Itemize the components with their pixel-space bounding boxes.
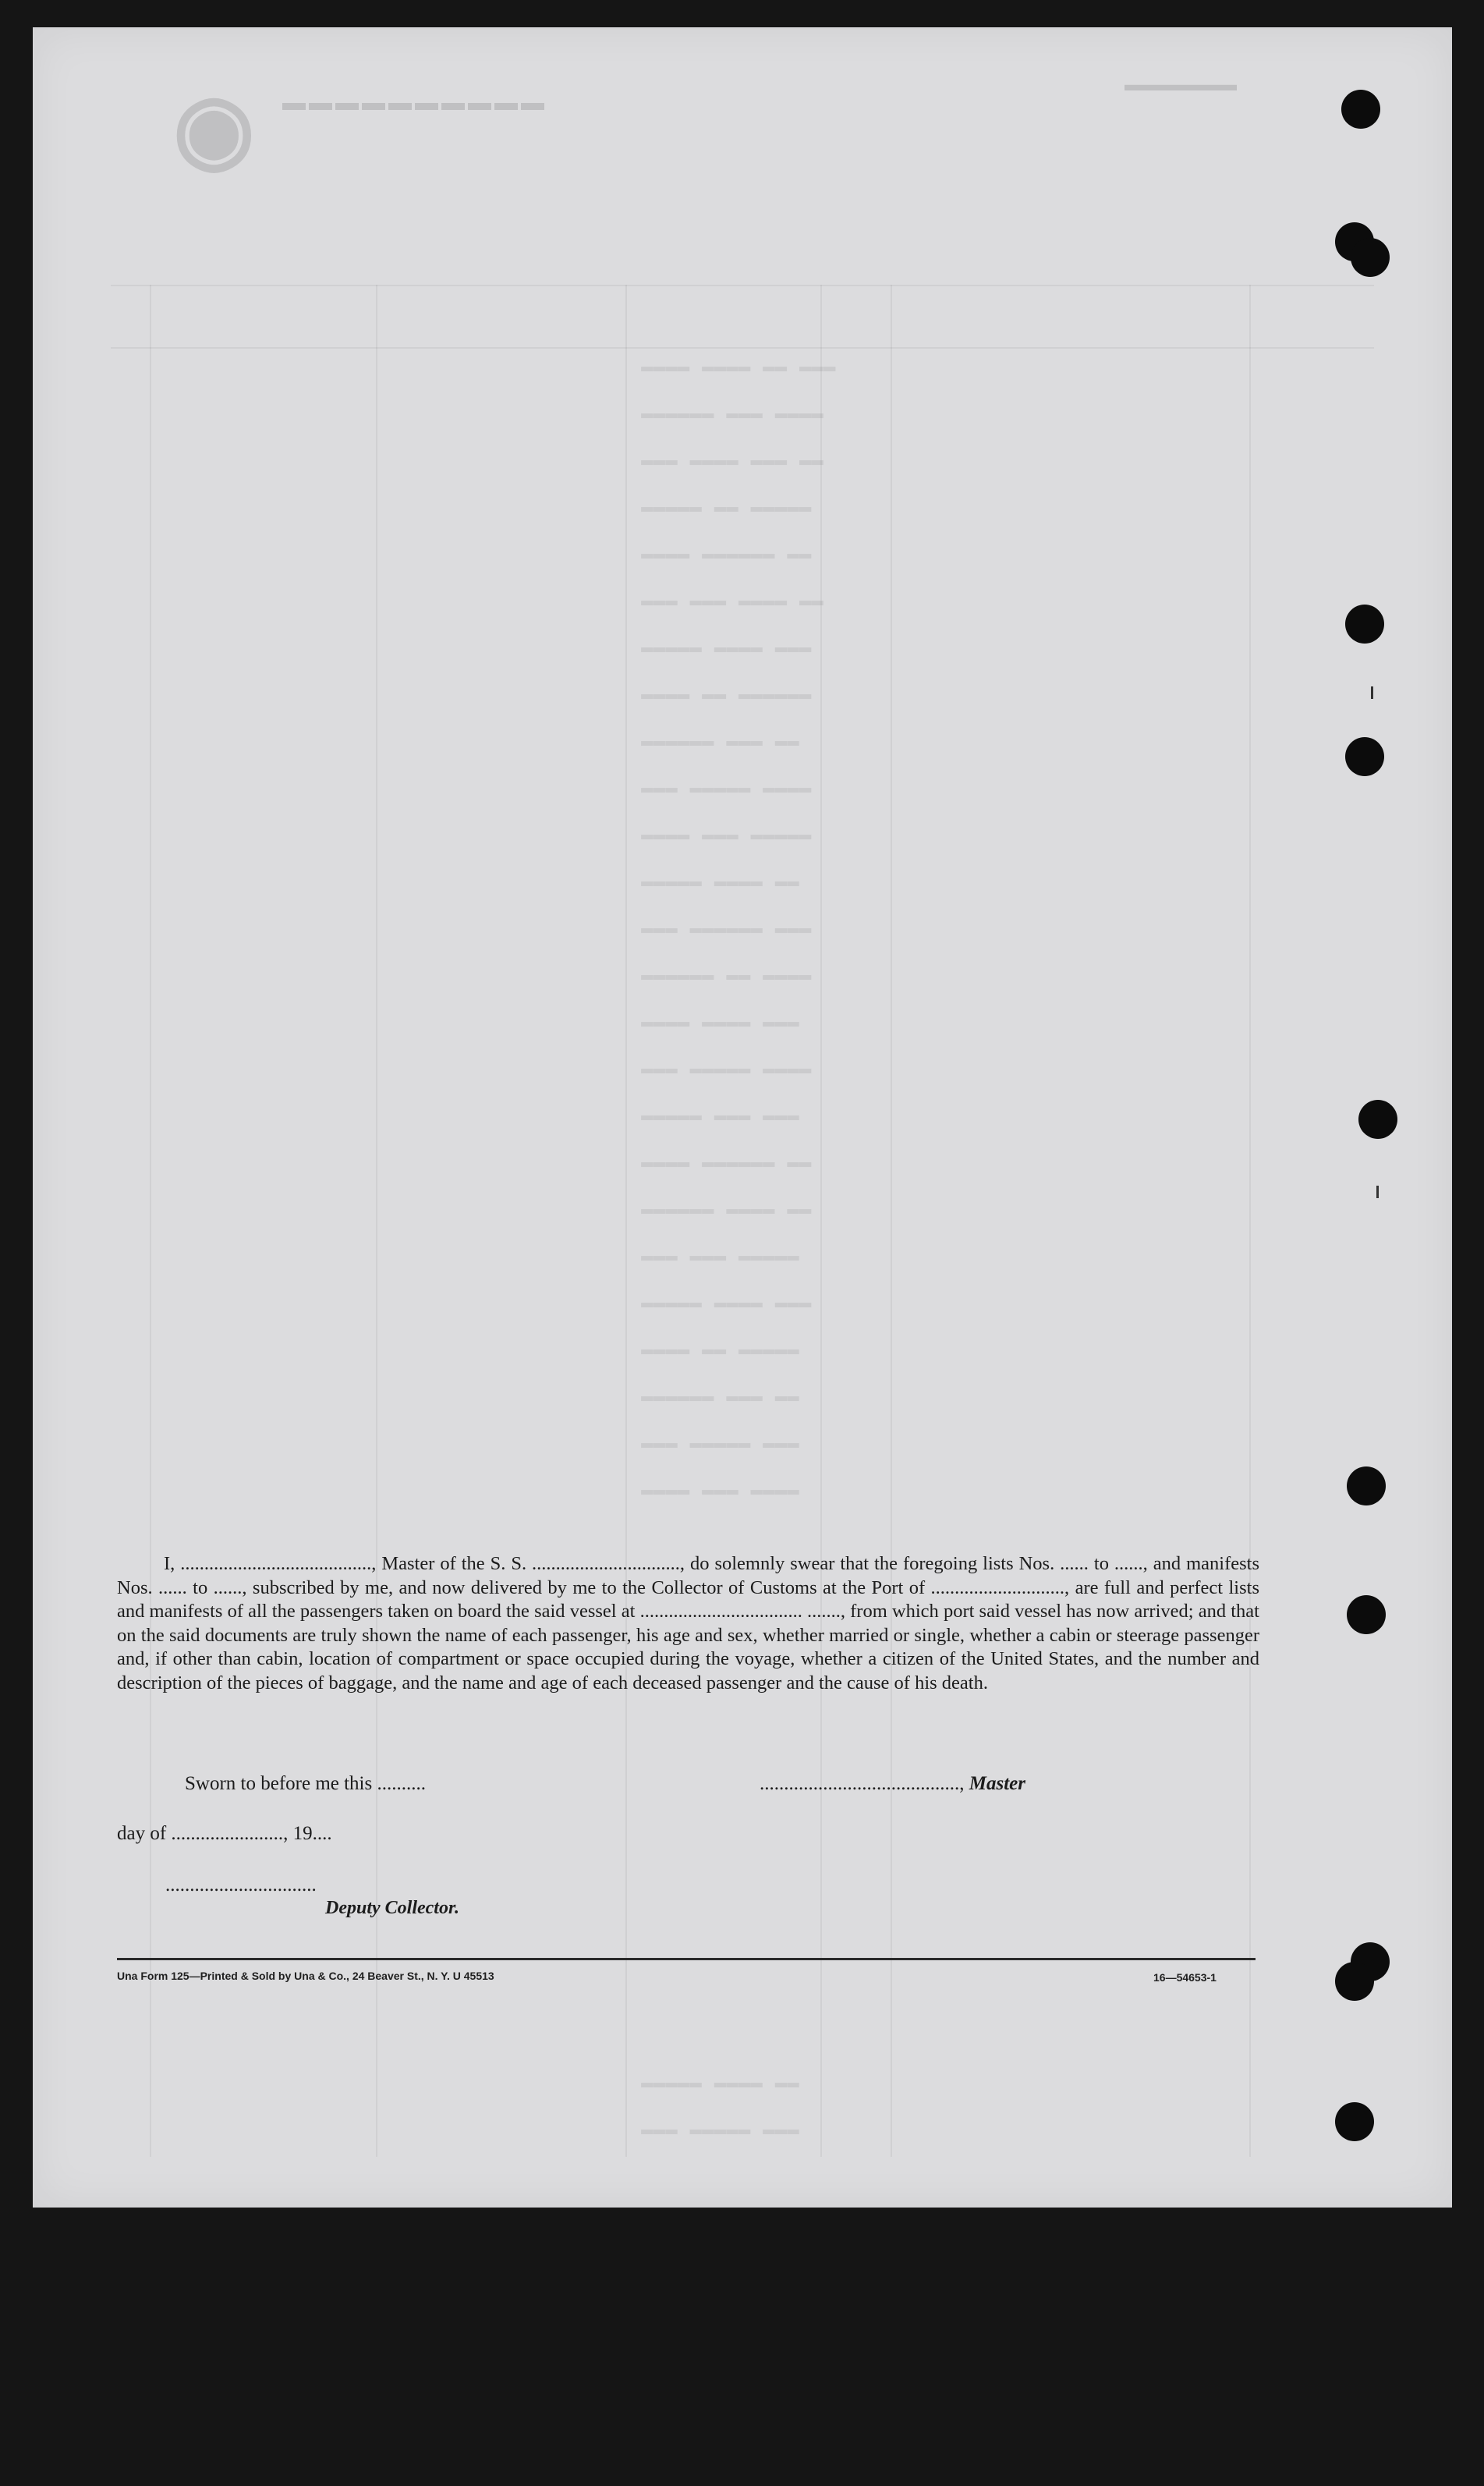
margin-tick — [1376, 1186, 1379, 1198]
oath-paragraph — [117, 1552, 1259, 1696]
binding-hole — [1358, 1100, 1397, 1139]
binding-hole — [1335, 2102, 1374, 2141]
margin-tick — [1371, 686, 1373, 699]
master-signature-line — [760, 1773, 1025, 1795]
binding-hole — [1341, 90, 1380, 129]
document-page: ▬▬▬▬ ▬▬▬▬ ▬▬ ▬▬▬ ▬▬▬▬▬▬ ▬▬▬ ▬▬▬▬ ▬▬▬ ▬▬▬▬ ▬▬▬ ▬▬ ▬▬▬▬▬ ▬▬ ▬▬▬▬▬ ▬▬▬▬ ▬▬▬▬▬▬ ▬▬ ▬▬▬ ▬▬▬ ▬▬▬▬ ▬▬ ▬▬▬▬▬ ▬▬▬▬ ▬▬▬ ▬▬▬▬ ▬▬ ▬▬▬▬▬▬ ▬▬▬▬▬▬ ▬▬▬ ▬▬ ▬▬▬ ▬▬▬▬▬ ▬▬▬▬ ▬▬▬▬ ▬▬▬ ▬▬▬▬▬ ▬▬▬▬▬ ▬▬▬▬ ▬▬ ▬▬▬ ▬▬▬▬▬▬ ▬▬▬ ▬▬▬▬▬▬ ▬▬ ▬▬▬▬ ▬▬▬▬ ▬▬▬▬ ▬▬▬ ▬▬▬ ▬▬▬▬▬ ▬▬▬▬ ▬▬▬▬▬ ▬▬▬ ▬▬▬ ▬▬▬▬ ▬▬▬▬▬▬ ▬▬ ▬▬▬▬▬▬ ▬▬▬▬ ▬▬ ▬▬▬ ▬▬▬ ▬▬▬▬▬ ▬▬▬▬▬ ▬▬▬▬ ▬▬▬ ▬▬▬▬ ▬▬ ▬▬▬▬▬ ▬▬▬▬▬▬ ▬▬▬ ▬▬ ▬▬▬ ▬▬▬▬▬ ▬▬▬ ▬▬▬▬ ▬▬▬ ▬▬▬▬ ▬▬▬▬▬ ▬▬▬▬ ▬▬ ▬▬▬ ▬▬▬▬▬ ▬▬▬ ◉ ▬▬▬▬▬▬▬▬▬▬ ▬▬▬▬▬▬ I, ........................................, Master of the S. S. ..............................., do solemnly swear that the foregoing lists Nos. ...... to ......, and manifests Nos. ...... to ......, subscribed by me, and now delivered by me to the Collector of Customs at the Port of ............................, are full and perfect lists and manifests of all the passengers taken on board the said vessel at .................................. ......., from which port said vessel has now arrived; and that on the said documents are truly shown the name of each passenger, his age and sex, whether married or single, whether a cabin or steerage passenger and, if other than cabin, location of compartment or space occupied during the voyage, whether a citizen of the United States, and the number and description of the pieces of baggage, and the name and age of each deceased passenger and the cause of his death. Sworn to before me this .......... ........................................., Master day of ......................., 19.... ............................... Deputy Collector. Una Form 125—Printed & Sold by Una & Co., 24 Beaver St., N. Y. U 45513 16—54653-1 — [33, 27, 1452, 2208]
binding-hole — [1345, 737, 1384, 776]
deputy-collector-label: Deputy Collector. — [325, 1898, 459, 1918]
day-of-text: day of ......................., 19.... — [117, 1823, 332, 1844]
footer-rule — [117, 1958, 1256, 1960]
binding-hole — [1347, 1595, 1386, 1634]
deputy-signature-dots: ............................... — [165, 1874, 317, 1896]
binding-hole — [1345, 605, 1384, 644]
sworn-text: Sworn to before me this .......... — [185, 1773, 426, 1794]
master-dots: ........................................., — [760, 1773, 965, 1794]
master-label: Master — [969, 1773, 1025, 1794]
binding-hole — [1335, 1962, 1374, 2001]
footer-form-number: 16—54653-1 — [1153, 1971, 1217, 1984]
sworn-line — [185, 1773, 426, 1795]
oath-text: I, ........................................, Master of the S. S. ..............................., do solemnly swear that the foregoing lists Nos. ...... to ......, and manifests Nos. ...... to ......, subscribed by me, and now delivered by me to the Collector of Customs at the Port of ............................, are full and perfect lists and manifests of all the passengers taken on board the said vessel at .................................. ......., from which port said vessel has now arrived; and that on the said documents are truly shown the name of each passenger, his age and sex, whether married or single, whether a cabin or steerage passenger and, if other than cabin, location of compartment or space occupied during the voyage, whether a citizen of the United States, and the number and description of the pieces of baggage, and the name and age of each deceased passenger and the cause of his death. — [117, 1553, 1259, 1693]
footer-printer-note: Una Form 125—Printed & Sold by Una & Co., 24 Beaver St., N. Y. U 45513 — [117, 1970, 494, 1982]
day-of-line — [117, 1823, 332, 1845]
binding-hole — [1351, 238, 1390, 277]
binding-hole — [1347, 1466, 1386, 1505]
